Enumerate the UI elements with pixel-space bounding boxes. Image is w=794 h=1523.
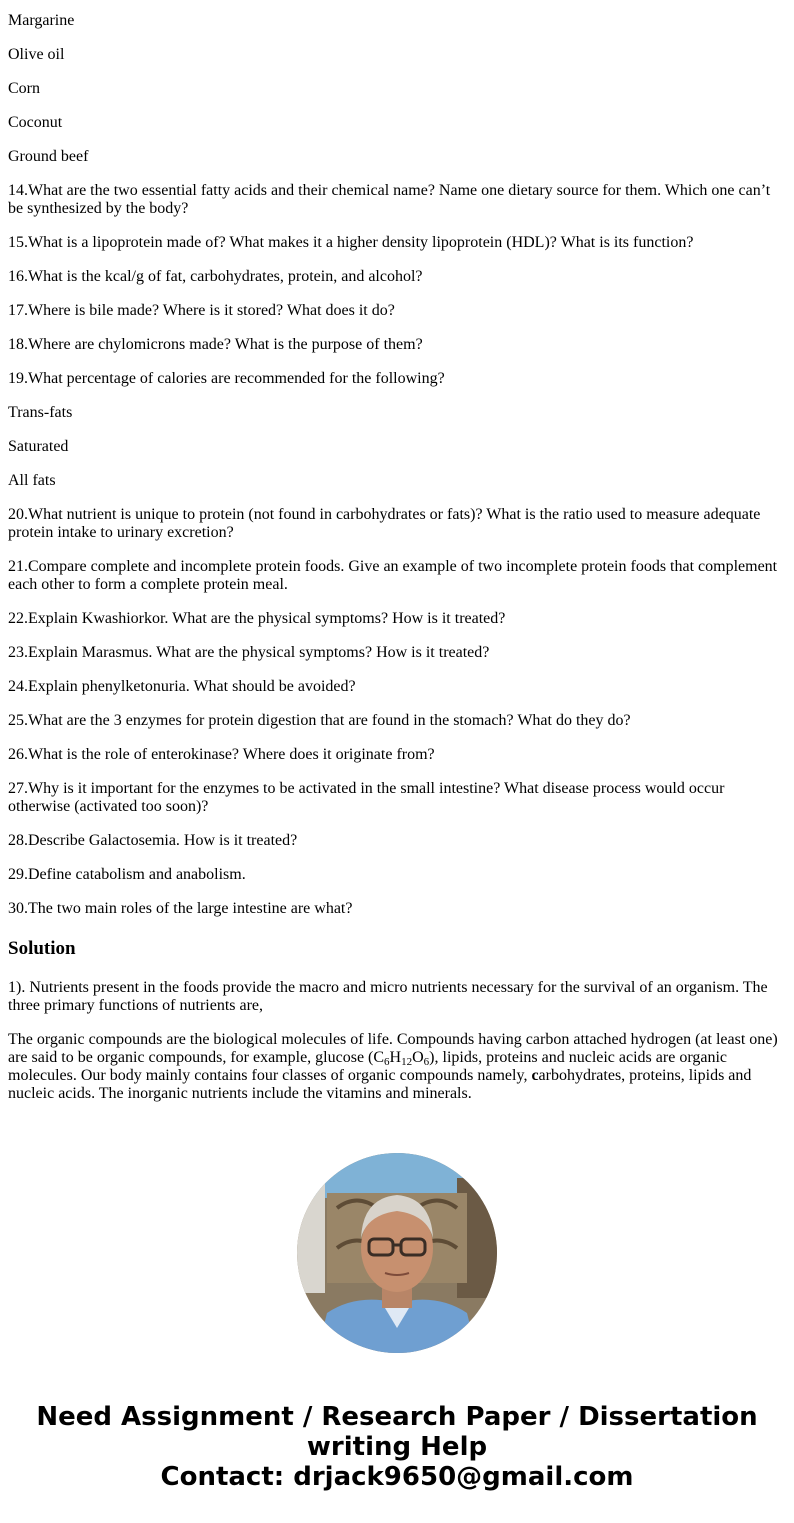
banner-line: writing Help [306, 1432, 488, 1462]
question-22: 22.Explain Kwashiorkor. What are the physical symptoms? How is it treated? [8, 610, 506, 627]
solution-text: ), lipids, proteins and nucleic acids are organic molecules. Our body mainly contains four classes of organic compounds namely, [8, 1049, 727, 1084]
question-24: 24.Explain phenylketonuria. What should be avoided? [8, 678, 356, 695]
list-item: Coconut [8, 114, 63, 131]
author-avatar [297, 1153, 497, 1353]
solution-text: The organic compounds are the biological molecules of life. Compounds having carbon attached hydrogen (at least one) are said to be organic compounds, for example, glucose (C [8, 1031, 778, 1066]
subscript: 12 [401, 1056, 413, 1068]
subscript: 6 [384, 1056, 390, 1068]
solution-text: H [389, 1049, 402, 1066]
question-16: 16.What is the kcal/g of fat, carbohydrates, protein, and alcohol? [8, 268, 423, 285]
list-item: Trans-fats [8, 404, 73, 421]
question-26: 26.What is the role of enterokinase? Where does it originate from? [8, 746, 435, 763]
question-29: 29.Define catabolism and anabolism. [8, 866, 246, 883]
question-14: 14.What are the two essential fatty acids and their chemical name? Name one dietary source for them. Which one can’t be synthesized by the body? [8, 182, 771, 217]
solution-text: O [412, 1049, 424, 1066]
list-item: Olive oil [8, 46, 65, 63]
question-17: 17.Where is bile made? Where is it stored? What does it do? [8, 302, 395, 319]
solution-heading: Solution [8, 938, 76, 959]
question-23: 23.Explain Marasmus. What are the physical symptoms? How is it treated? [8, 644, 490, 661]
question-list-a [8, 182, 786, 388]
list-item: Saturated [8, 438, 69, 455]
question-18: 18.Where are chylomicrons made? What is the purpose of them? [8, 336, 423, 353]
promo-banner [0, 1402, 794, 1492]
contact-email: Contact: drjack9650@gmail.com [160, 1462, 634, 1492]
fats-list [8, 404, 786, 490]
question-21: 21.Compare complete and incomplete protein foods. Give an example of two incomplete protein foods that complement each other to form a complete protein meal. [8, 558, 778, 593]
question-28: 28.Describe Galactosemia. How is it treated? [8, 832, 298, 849]
list-item: All fats [8, 472, 56, 489]
list-item: Margarine [8, 12, 75, 29]
question-20: 20.What nutrient is unique to protein (not found in carbohydrates or fats)? What is the ratio used to measure adequate protein intake to urinary excretion? [8, 506, 761, 541]
banner-line: Need Assignment / Research Paper / Dissertation [36, 1402, 758, 1432]
list-item: Ground beef [8, 148, 89, 165]
list-item: Corn [8, 80, 40, 97]
question-15: 15.What is a lipoprotein made of? What makes it a higher density lipoprotein (HDL)? What is its function? [8, 234, 694, 251]
solution-paragraph-1: 1). Nutrients present in the foods provide the macro and micro nutrients necessary for the survival of an organism. The three primary functions of nutrients are, [8, 979, 768, 1014]
question-30: 30.The two main roles of the large intestine are what? [8, 900, 353, 917]
author-photo [297, 1153, 497, 1353]
food-list [8, 12, 786, 166]
subscript: 6 [423, 1056, 430, 1068]
question-list-b [8, 506, 786, 918]
question-25: 25.What are the 3 enzymes for protein digestion that are found in the stomach? What do they do? [8, 712, 631, 729]
question-27: 27.Why is it important for the enzymes to be activated in the small intestine? What disease process would occur otherwise (activated too soon)? [8, 780, 725, 815]
bold-letter: c [531, 1067, 539, 1084]
solution-paragraph-2 [8, 1031, 786, 1103]
solution-text: arbohydrates, proteins, lipids and nucleic acids. The inorganic nutrients include the vitamins and minerals. [8, 1067, 752, 1102]
question-19: 19.What percentage of calories are recommended for the following? [8, 370, 445, 387]
